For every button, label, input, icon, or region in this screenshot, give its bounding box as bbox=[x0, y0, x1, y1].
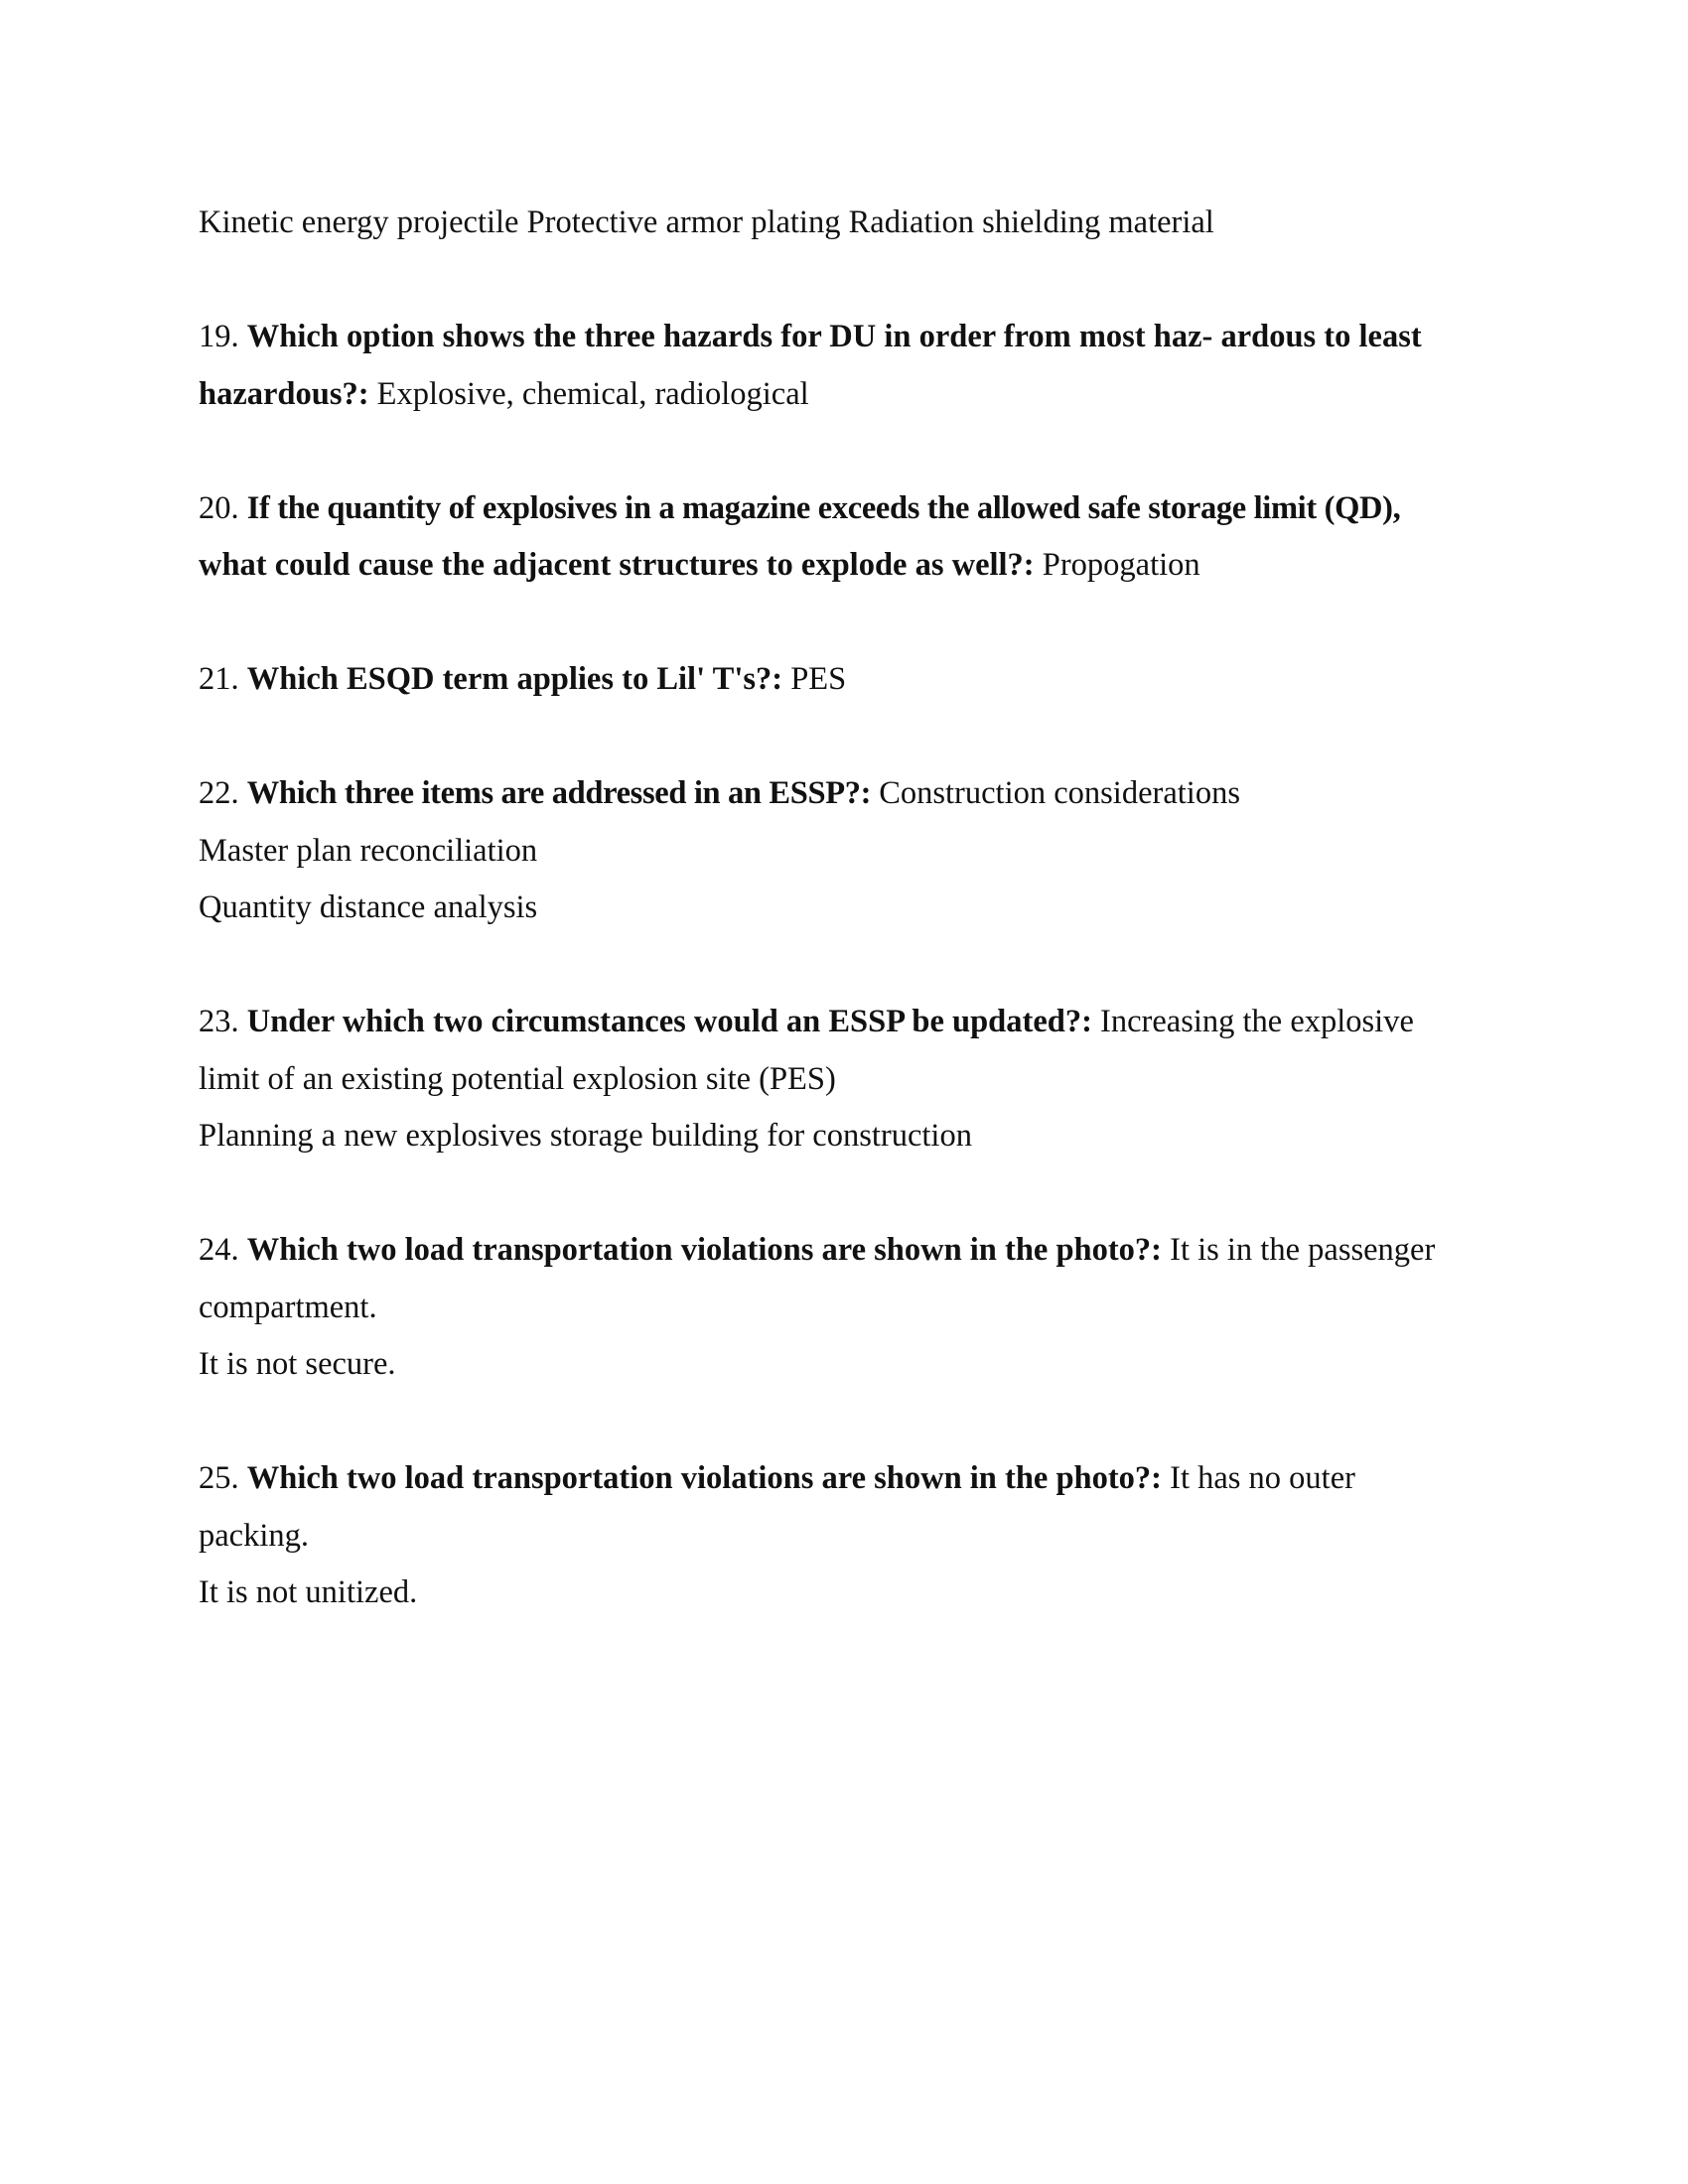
answer-text: PES bbox=[790, 661, 847, 697]
question-text: what could cause the adjacent structures to explode as well?: bbox=[199, 547, 1035, 583]
answer-text: limit of an existing potential explosion site (PES) bbox=[199, 1060, 836, 1097]
spacer bbox=[199, 1165, 1489, 1223]
answer-text: Planning a new explosives storage building for construction bbox=[199, 1118, 972, 1154]
qa-line bbox=[199, 366, 1489, 424]
qa-item-25 bbox=[199, 1450, 1489, 1622]
answer-text: It is in the passenger bbox=[1170, 1232, 1436, 1268]
qa-item-20 bbox=[199, 480, 1489, 595]
answer-text: compartment. bbox=[199, 1289, 377, 1325]
spacer bbox=[199, 595, 1489, 652]
item-number: 20. bbox=[199, 489, 239, 526]
qa-line bbox=[199, 765, 1489, 823]
qa-item-22 bbox=[199, 765, 1489, 937]
spacer bbox=[199, 1394, 1489, 1451]
item-number: 25. bbox=[199, 1460, 239, 1496]
question-text: Which ESQD term applies to Lil' T's?: bbox=[246, 661, 783, 697]
spacer bbox=[199, 252, 1489, 310]
item-number: 23. bbox=[199, 1004, 239, 1039]
qa-line bbox=[199, 309, 1489, 366]
answer-text: Explosive, chemical, radiological bbox=[376, 375, 809, 412]
intro-line: Kinetic energy projectile Protective armor plating Radiation shielding material bbox=[199, 205, 1214, 240]
spacer bbox=[199, 937, 1489, 995]
answer-text: It has no outer bbox=[1170, 1460, 1355, 1496]
qa-item-21 bbox=[199, 651, 1489, 709]
qa-item-19 bbox=[199, 309, 1489, 423]
spacer bbox=[199, 423, 1489, 480]
question-text: Which two load transportation violations are shown in the photo?: bbox=[246, 1232, 1162, 1268]
spacer bbox=[199, 709, 1489, 766]
answer-text: Propogation bbox=[1042, 547, 1200, 583]
question-text: If the quantity of explosives in a magazine exceeds the allowed safe storage limit (QD), bbox=[246, 489, 1401, 526]
qa-line bbox=[199, 1450, 1489, 1508]
item-number: 24. bbox=[199, 1232, 239, 1268]
question-text: Which three items are addressed in an ESSP?: bbox=[246, 775, 872, 811]
answer-text: Construction considerations bbox=[879, 775, 1240, 811]
question-text: Which two load transportation violations are shown in the photo?: bbox=[246, 1460, 1162, 1496]
qa-line bbox=[199, 994, 1489, 1051]
qa-line bbox=[199, 651, 1489, 709]
qa-item-23 bbox=[199, 994, 1489, 1165]
qa-line bbox=[199, 480, 1489, 538]
item-number: 21. bbox=[199, 661, 239, 697]
qa-line bbox=[199, 537, 1489, 595]
qa-item-24 bbox=[199, 1222, 1489, 1394]
item-number: 22. bbox=[199, 775, 239, 811]
answer-text: packing. bbox=[199, 1517, 310, 1554]
question-text: Under which two circumstances would an ESSP be updated?: bbox=[246, 1004, 1092, 1039]
answer-text: Increasing the explosive bbox=[1100, 1004, 1414, 1039]
answer-text: It is not unitized. bbox=[199, 1574, 418, 1610]
question-text: hazardous?: bbox=[199, 375, 369, 412]
qa-line bbox=[199, 1222, 1489, 1280]
document-page bbox=[199, 195, 1489, 1622]
answer-text: It is not secure. bbox=[199, 1346, 396, 1382]
item-number: 19. bbox=[199, 319, 239, 354]
answer-text: Master plan reconciliation bbox=[199, 832, 538, 869]
question-text: Which option shows the three hazards for DU in order from most haz- ardous to least bbox=[246, 319, 1422, 354]
answer-text: Quantity distance analysis bbox=[199, 889, 538, 925]
